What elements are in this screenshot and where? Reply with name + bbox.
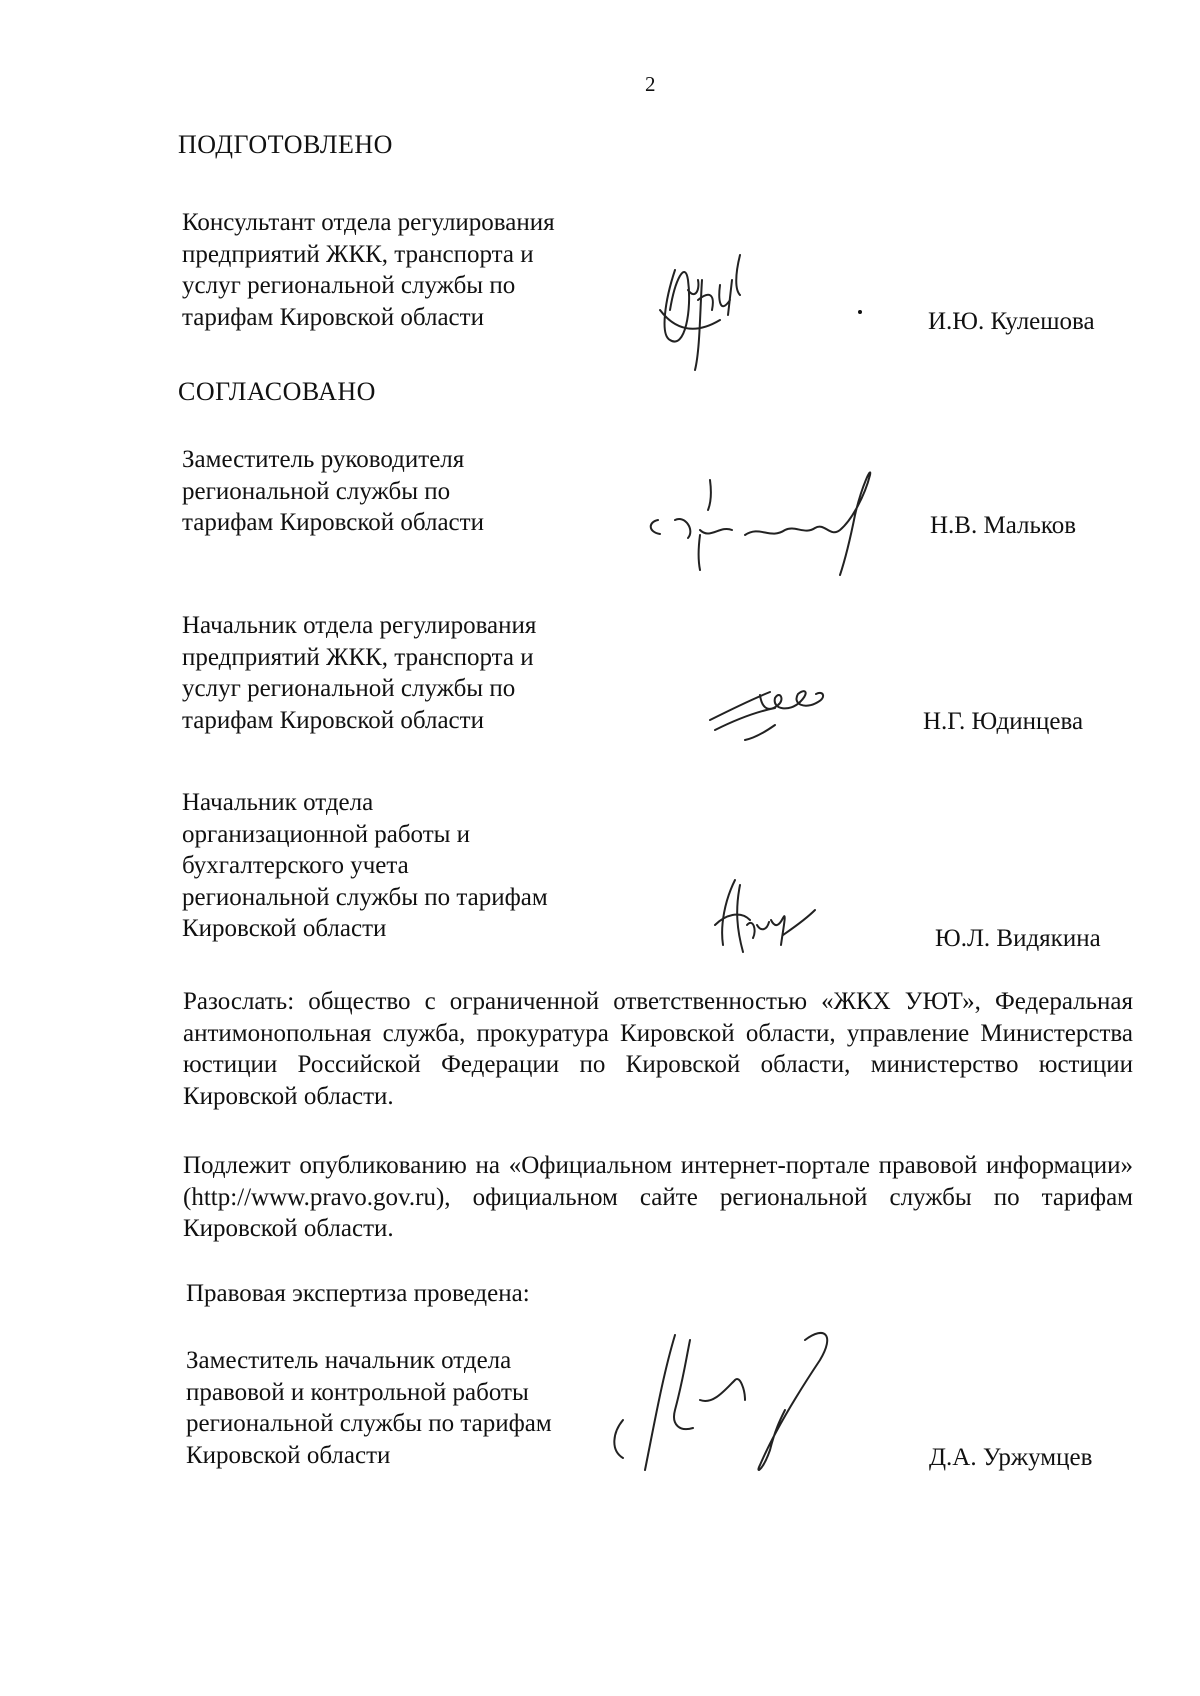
- position-line: региональной службы по: [182, 477, 451, 505]
- position-line: тарифам Кировской области: [182, 509, 484, 536]
- position-line: правовой и контрольной работы: [186, 1378, 529, 1406]
- signatory-2-name: Н.Г. Юдинцева: [923, 708, 1084, 735]
- position-line: тарифам Кировской области: [182, 303, 484, 331]
- agreed-heading: СОГЛАСОВАНО: [178, 377, 376, 406]
- signatory-1-name: Н.В. Мальков: [930, 512, 1077, 539]
- position-line: Начальник отдела регулирования: [182, 612, 537, 639]
- signature-vidyakina-icon: [695, 870, 825, 960]
- stray-dot: [858, 310, 862, 314]
- distribution-paragraph: Разослать: общество с ограниченной ответственностью «ЖКХ УЮТ», Федеральная антимонопольная служба, прокуратура Кировской области, управление Министерства юстиции Российской Федерации по Кировской области, министерство юстиции Кировской области.: [183, 988, 1133, 1110]
- position-line: региональной службы по тарифам: [186, 1410, 552, 1437]
- position-line: Заместитель руководителя: [182, 446, 465, 473]
- position-line: Консультант отдела регулирования: [182, 209, 555, 236]
- legal-review-name: Д.А. Уржумцев: [929, 1444, 1093, 1471]
- signature-kuleshova-icon: [640, 240, 790, 380]
- position-line: предприятий ЖКК, транспорта и: [182, 643, 534, 671]
- signature-malkov-icon: [640, 460, 900, 580]
- position-line: услуг региональной службы по: [182, 675, 516, 702]
- position-line: услуг региональной службы по: [182, 272, 516, 299]
- position-line: Начальник отдела: [182, 789, 374, 816]
- position-line: Заместитель начальник отдела: [186, 1347, 512, 1374]
- position-line: тарифам Кировской области: [182, 706, 484, 734]
- legal-review-position: [186, 1345, 552, 1471]
- signature-urzhumtsev-icon: [595, 1320, 895, 1480]
- position-line: Кировской области: [182, 915, 387, 942]
- position-line: Кировской области: [186, 1441, 391, 1469]
- position-line: бухгалтерского учета: [182, 852, 409, 879]
- signatory-1-position: [182, 444, 484, 539]
- position-line: предприятий ЖКК, транспорта и: [182, 240, 534, 268]
- signatory-2-position: [182, 610, 536, 736]
- prepared-name: И.Ю. Кулешова: [928, 308, 1095, 335]
- signatory-3-name: Ю.Л. Видякина: [935, 925, 1101, 952]
- publication-paragraph: Подлежит опубликованию на «Официальном интернет-портале правовой информации» (http://www.pravo.gov.ru), официальном сайте региональной службы по тарифам Кировской области.: [183, 1152, 1133, 1242]
- position-line: организационной работы и: [182, 820, 471, 848]
- position-line: региональной службы по тарифам: [182, 883, 548, 911]
- prepared-position: [182, 207, 555, 333]
- page-number: 2: [645, 72, 656, 96]
- legal-review-heading: Правовая экспертиза проведена:: [186, 1280, 530, 1307]
- signature-yudintseva-icon: [700, 670, 840, 750]
- prepared-heading: ПОДГОТОВЛЕНО: [178, 130, 393, 159]
- signatory-3-position: [182, 787, 548, 945]
